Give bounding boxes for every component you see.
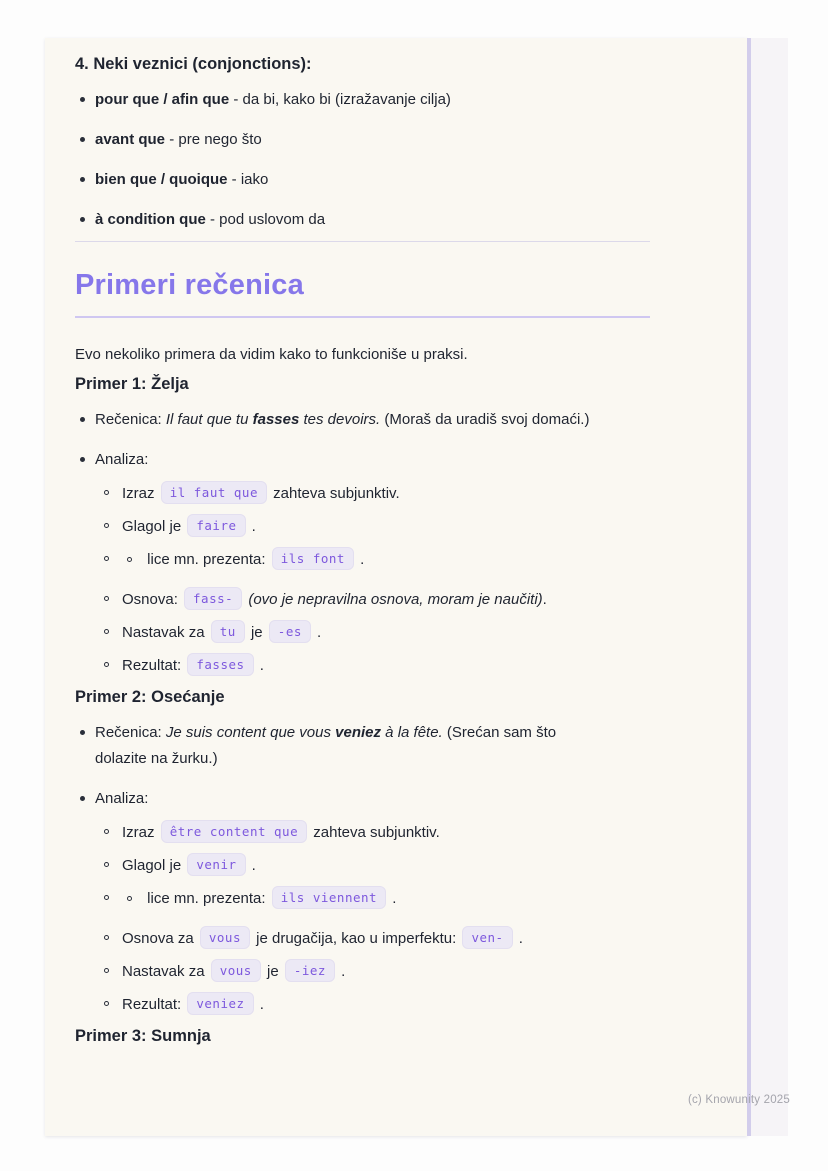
text-segment: (Moraš da uradiš svoj domaći.) (380, 411, 590, 428)
code-chip: ils font (272, 547, 354, 570)
text-segment: - pre nego što (165, 131, 262, 148)
code-chip: tu (211, 620, 245, 643)
bullet-circle-icon (104, 662, 109, 667)
list-item (99, 853, 650, 879)
text-segment: . (355, 551, 365, 568)
code-chip: venir (187, 853, 245, 876)
text-segment: Analiza: (95, 790, 149, 807)
section-heading: Primer 1: Želja (75, 375, 189, 393)
text-segment: tes devoirs. (299, 411, 381, 428)
text-segment: zahteva subjunktiv. (268, 485, 400, 502)
list-item (99, 820, 650, 846)
text-segment: (Srećan sam što (442, 724, 557, 741)
bullet-list (75, 720, 650, 1018)
bullet-circle-icon (104, 895, 109, 900)
list-item (75, 447, 650, 679)
list-item (99, 620, 650, 646)
list-item (99, 886, 650, 912)
text-segment: . (542, 591, 547, 608)
page-title: Primeri rečenica (75, 266, 650, 318)
bullet-disc-icon (80, 217, 85, 222)
text-segment: Il faut que tu (165, 411, 253, 428)
text-segment: je (262, 963, 283, 980)
text-segment: - pod uslovom da (205, 211, 326, 228)
bullet-circle-icon (104, 935, 109, 940)
list-item (99, 481, 650, 507)
code-chip: vous (200, 926, 250, 949)
page-edge-line (747, 38, 751, 1136)
text-segment: lice mn. prezenta: (143, 551, 270, 568)
list-item (99, 587, 650, 613)
bullet-circle-icon (104, 596, 109, 601)
bullet-disc-icon (80, 97, 85, 102)
text-segment: zahteva subjunktiv. (309, 824, 440, 841)
list-item (75, 207, 650, 233)
text-segment: bien que / quoique (95, 171, 228, 188)
bullet-disc-icon (80, 730, 85, 735)
document-page (45, 38, 747, 1136)
section-heading: Primer 3: Sumnja (75, 1027, 211, 1045)
text-segment: Glagol je (122, 518, 186, 535)
text-segment: - iako (227, 171, 269, 188)
code-chip: ven- (462, 926, 512, 949)
code-chip: vous (211, 959, 261, 982)
degree-circle-glyph (127, 557, 132, 562)
text-segment: . (255, 996, 264, 1013)
degree-circle-glyph (127, 896, 132, 901)
bullet-circle-icon (104, 968, 109, 973)
code-chip: fasses (187, 653, 253, 676)
text-segment: je (246, 624, 267, 641)
list-item (75, 786, 650, 1018)
text-segment: à condition que (95, 211, 206, 228)
code-chip: veniez (187, 992, 253, 1015)
list-item (75, 87, 650, 113)
list-item (99, 926, 650, 952)
text-segment: lice mn. prezenta: (143, 890, 270, 907)
bullet-disc-icon (80, 457, 85, 462)
text-segment: Rečenica: (95, 724, 166, 741)
list-item (99, 959, 650, 985)
text-segment: veniez (335, 724, 382, 741)
code-chip: il faut que (161, 481, 267, 504)
text-segment: Izraz (122, 824, 159, 841)
bullet-list (75, 407, 650, 679)
text-segment: Osnova za (122, 930, 198, 947)
bullet-circle-icon (104, 629, 109, 634)
section-heading: 4. Neki veznici (conjonctions): (75, 55, 312, 73)
bullet-circle-icon (104, 490, 109, 495)
copyright-footer: (c) Knowunity 2025 (687, 1094, 790, 1106)
list-item (99, 992, 650, 1018)
list-item (75, 407, 650, 433)
text-segment: Rečenica: (95, 411, 166, 428)
text-segment: Rezultat: (122, 657, 186, 674)
text-segment: . (247, 518, 256, 535)
list-item (99, 514, 650, 540)
section-heading: Primer 2: Osećanje (75, 688, 225, 706)
text-segment: - da bi, kako bi (izražavanje cilja) (229, 91, 451, 108)
bullet-circle-icon (104, 862, 109, 867)
paragraph: Evo nekoliko primera da vidim kako to funkcioniše u praksi. (75, 346, 468, 363)
text-segment: Je suis content que vous (165, 724, 336, 741)
list-item (75, 720, 650, 772)
bullet-disc-icon (80, 796, 85, 801)
text-segment: Izraz (122, 485, 159, 502)
bullet-circle-icon (104, 829, 109, 834)
text-segment: dolazite na žurku.) (95, 750, 218, 767)
text-segment: . (247, 857, 256, 874)
page-edge-strip (751, 38, 788, 1136)
text-segment: Rezultat: (122, 996, 186, 1013)
text-segment: . (336, 963, 346, 980)
text-segment: . (388, 890, 397, 907)
bullet-circle-icon (104, 523, 109, 528)
bullet-circle-icon (104, 1001, 109, 1006)
list-item (99, 653, 650, 679)
list-item (75, 127, 650, 153)
text-segment: Nastavak za (122, 963, 209, 980)
text-segment: Glagol je (122, 857, 186, 874)
bullet-circle-icon (104, 556, 109, 561)
code-chip: -iez (285, 959, 335, 982)
text-segment: fasses (252, 411, 300, 428)
text-segment: Nastavak za (122, 624, 209, 641)
text-segment: . (312, 624, 322, 641)
bullet-disc-icon (80, 417, 85, 422)
text-segment: à la fête. (381, 724, 443, 741)
text-segment: Analiza: (95, 451, 149, 468)
text-segment: pour que / afin que (95, 91, 230, 108)
section-divider (75, 241, 650, 242)
bullet-list (99, 820, 650, 1018)
bullet-list (75, 87, 650, 233)
list-item (99, 547, 650, 573)
text-segment: . (514, 930, 523, 947)
text-segment: . (255, 657, 264, 674)
code-chip: fass- (184, 587, 242, 610)
text-segment: je drugačija, kao u imperfektu: (251, 930, 461, 947)
text-segment: Osnova: (122, 591, 183, 608)
code-chip: être content que (161, 820, 307, 843)
bullet-disc-icon (80, 177, 85, 182)
text-segment: avant que (95, 131, 166, 148)
code-chip: ils viennent (272, 886, 386, 909)
bullet-list (99, 481, 650, 679)
list-item (75, 167, 650, 193)
code-chip: faire (187, 514, 245, 537)
text-segment: (ovo je nepravilna osnova, moram je naučiti) (248, 591, 543, 608)
document-content (75, 54, 650, 1047)
code-chip: -es (269, 620, 311, 643)
bullet-disc-icon (80, 137, 85, 142)
